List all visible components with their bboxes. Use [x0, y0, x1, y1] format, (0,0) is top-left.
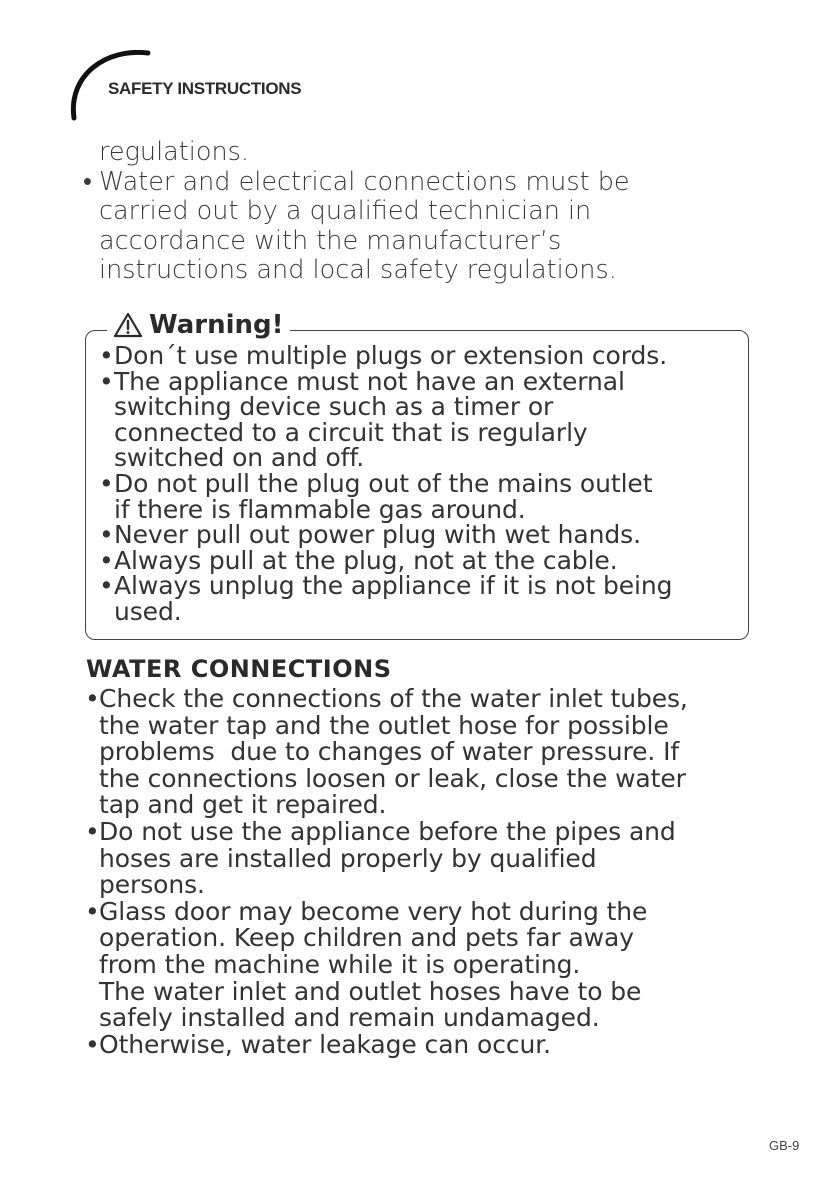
bullet-glyph: •	[83, 166, 92, 197]
warning-list	[97, 343, 747, 625]
warning-item	[97, 468, 747, 524]
intro-line: instructions and local safety regulations.	[99, 255, 617, 285]
intro-text	[80, 138, 780, 286]
intro-line: carried out by a qualified technician in	[99, 196, 592, 226]
bullet-glyph: •	[99, 468, 114, 498]
section-header-title: SAFETY INSTRUCTIONS	[108, 79, 302, 98]
water-item	[83, 1029, 773, 1059]
warning-line: Do not pull the plug out of the mains outlet	[114, 468, 653, 498]
intro-line: accordance with the manufacturer’s	[99, 225, 562, 256]
warning-line: Always pull at the plug, not at the cable.	[114, 545, 618, 575]
warning-line: switching device such as a timer or	[114, 392, 554, 422]
warning-triangle-icon	[113, 311, 143, 339]
bullet-glyph: •	[99, 366, 114, 396]
water-line: hoses are installed properly by qualified	[99, 843, 597, 873]
water-connections-list	[83, 686, 773, 1058]
water-line: The water inlet and outlet hoses have to be	[99, 976, 642, 1006]
intro-line: Water and electrical connections must be	[99, 166, 630, 197]
water-item	[83, 816, 773, 900]
water-line: Do not use the appliance before the pipes and	[99, 816, 676, 846]
bullet-glyph: •	[85, 896, 100, 926]
warning-item	[97, 343, 747, 369]
intro-bullet	[80, 168, 780, 286]
water-line: tap and get it repaired.	[99, 790, 387, 820]
water-line: Glass door may become very hot during the	[99, 896, 648, 926]
water-line: the connections loosen or leak, close the water	[99, 763, 686, 793]
warning-title: Warning!	[149, 310, 284, 340]
warning-line: Always unplug the appliance if it is not being	[114, 571, 673, 601]
warning-line: Never pull out power plug with wet hands.	[114, 520, 641, 550]
warning-item	[97, 522, 747, 548]
bullet-glyph: •	[85, 684, 100, 713]
warning-heading	[107, 310, 290, 340]
bullet-glyph: •	[99, 520, 114, 550]
warning-line: The appliance must not have an external	[114, 366, 625, 396]
water-line: Otherwise, water leakage can occur.	[99, 1029, 551, 1059]
bullet-glyph: •	[99, 341, 114, 370]
warning-item	[97, 545, 747, 575]
warning-line: connected to a circuit that is regularly	[114, 417, 588, 447]
water-line: Check the connections of the water inlet tubes,	[99, 684, 688, 713]
warning-line: switched on and off.	[114, 443, 365, 473]
water-line: problems due to changes of water pressure. If	[99, 737, 680, 767]
warning-line: if there is flammable gas around.	[114, 494, 526, 524]
warning-line: used.	[114, 596, 182, 626]
bullet-glyph: •	[99, 571, 114, 601]
water-item	[83, 896, 773, 1033]
water-item	[83, 686, 773, 819]
warning-line: Don´t use multiple plugs or extension cords.	[114, 341, 668, 370]
water-line: safely installed and remain undamaged.	[99, 1003, 600, 1033]
bullet-glyph: •	[85, 816, 100, 846]
bullet-glyph: •	[85, 1029, 100, 1059]
page-number: GB-9	[769, 1138, 800, 1153]
warning-item	[97, 366, 747, 473]
water-line: persons.	[99, 870, 205, 900]
water-line: operation. Keep children and pets far away	[99, 923, 634, 953]
bullet-glyph: •	[99, 545, 114, 575]
water-line: the water tap and the outlet hose for possible	[99, 710, 669, 740]
warning-item	[97, 573, 747, 624]
water-connections-heading: WATER CONNECTIONS	[86, 655, 392, 683]
intro-continuation: regulations.	[99, 137, 250, 167]
water-line: from the machine while it is operating.	[99, 949, 581, 979]
